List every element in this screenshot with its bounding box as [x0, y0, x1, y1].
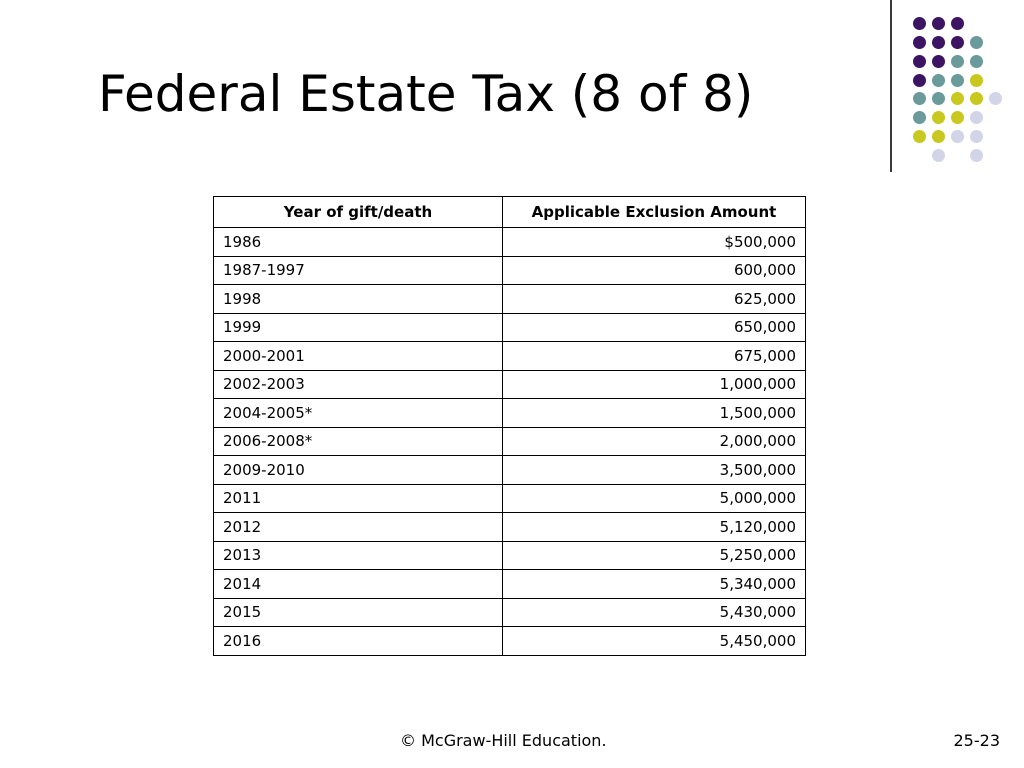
decorative-dot	[970, 36, 983, 49]
amount-cell: 1,500,000	[503, 399, 806, 428]
amount-cell: 5,430,000	[503, 598, 806, 627]
amount-cell: $500,000	[503, 228, 806, 257]
decorative-dot	[951, 111, 964, 124]
table-row	[214, 627, 806, 656]
table-row	[214, 598, 806, 627]
decorative-dot	[989, 92, 1002, 105]
decorative-dot	[951, 17, 964, 30]
year-cell: 2012	[214, 513, 503, 542]
amount-cell: 5,000,000	[503, 484, 806, 513]
year-cell: 2000-2001	[214, 342, 503, 371]
decorative-dot	[970, 74, 983, 87]
year-cell: 2015	[214, 598, 503, 627]
year-cell: 2013	[214, 541, 503, 570]
table-row	[214, 370, 806, 399]
year-cell: 2006-2008*	[214, 427, 503, 456]
amount-cell: 1,000,000	[503, 370, 806, 399]
decorative-dot	[913, 111, 926, 124]
decorative-dot	[970, 111, 983, 124]
decorative-dot	[932, 36, 945, 49]
decorative-dot	[913, 92, 926, 105]
table-row	[214, 399, 806, 428]
amount-cell: 5,340,000	[503, 570, 806, 599]
decorative-dot	[970, 92, 983, 105]
amount-cell: 675,000	[503, 342, 806, 371]
decorative-dot	[913, 17, 926, 30]
decorative-dot	[951, 92, 964, 105]
decorative-dot	[951, 55, 964, 68]
amount-cell: 5,450,000	[503, 627, 806, 656]
decorative-dot	[932, 149, 945, 162]
decorative-dot	[932, 55, 945, 68]
year-cell: 2002-2003	[214, 370, 503, 399]
year-cell: 1986	[214, 228, 503, 257]
table-row	[214, 342, 806, 371]
decorative-dot	[970, 130, 983, 143]
decorative-dot	[951, 36, 964, 49]
table-row	[214, 427, 806, 456]
amount-cell: 625,000	[503, 285, 806, 314]
footer-page-number: 25-23	[953, 731, 1000, 750]
year-cell: 2009-2010	[214, 456, 503, 485]
amount-cell: 2,000,000	[503, 427, 806, 456]
decorative-dot	[951, 74, 964, 87]
decorative-dot	[970, 55, 983, 68]
table-header-row	[214, 197, 806, 228]
decorative-dot	[932, 130, 945, 143]
year-cell: 2014	[214, 570, 503, 599]
year-cell: 1998	[214, 285, 503, 314]
slide-title: Federal Estate Tax (8 of 8)	[98, 65, 754, 123]
table-row	[214, 285, 806, 314]
decorative-dot	[932, 17, 945, 30]
decorative-dot	[932, 111, 945, 124]
amount-cell: 3,500,000	[503, 456, 806, 485]
table-row	[214, 228, 806, 257]
year-cell: 2011	[214, 484, 503, 513]
amount-cell: 600,000	[503, 256, 806, 285]
amount-cell: 650,000	[503, 313, 806, 342]
decorative-dot	[913, 55, 926, 68]
header-year: Year of gift/death	[214, 197, 503, 228]
decorative-dot	[970, 149, 983, 162]
year-cell: 2016	[214, 627, 503, 656]
decorative-dot	[913, 130, 926, 143]
decorative-dot	[951, 130, 964, 143]
decorative-dot	[913, 74, 926, 87]
table-row	[214, 313, 806, 342]
decorative-dot	[913, 36, 926, 49]
header-amount: Applicable Exclusion Amount	[503, 197, 806, 228]
amount-cell: 5,250,000	[503, 541, 806, 570]
footer-copyright: © McGraw-Hill Education.	[400, 731, 607, 750]
exclusion-amount-table	[213, 196, 806, 656]
table-row	[214, 456, 806, 485]
year-cell: 1987-1997	[214, 256, 503, 285]
year-cell: 2004-2005*	[214, 399, 503, 428]
table-row	[214, 541, 806, 570]
table-row	[214, 256, 806, 285]
title-divider-line	[890, 0, 892, 172]
year-cell: 1999	[214, 313, 503, 342]
decorative-dot	[932, 92, 945, 105]
decorative-dot	[932, 74, 945, 87]
table-row	[214, 513, 806, 542]
amount-cell: 5,120,000	[503, 513, 806, 542]
table-row	[214, 570, 806, 599]
table-row	[214, 484, 806, 513]
